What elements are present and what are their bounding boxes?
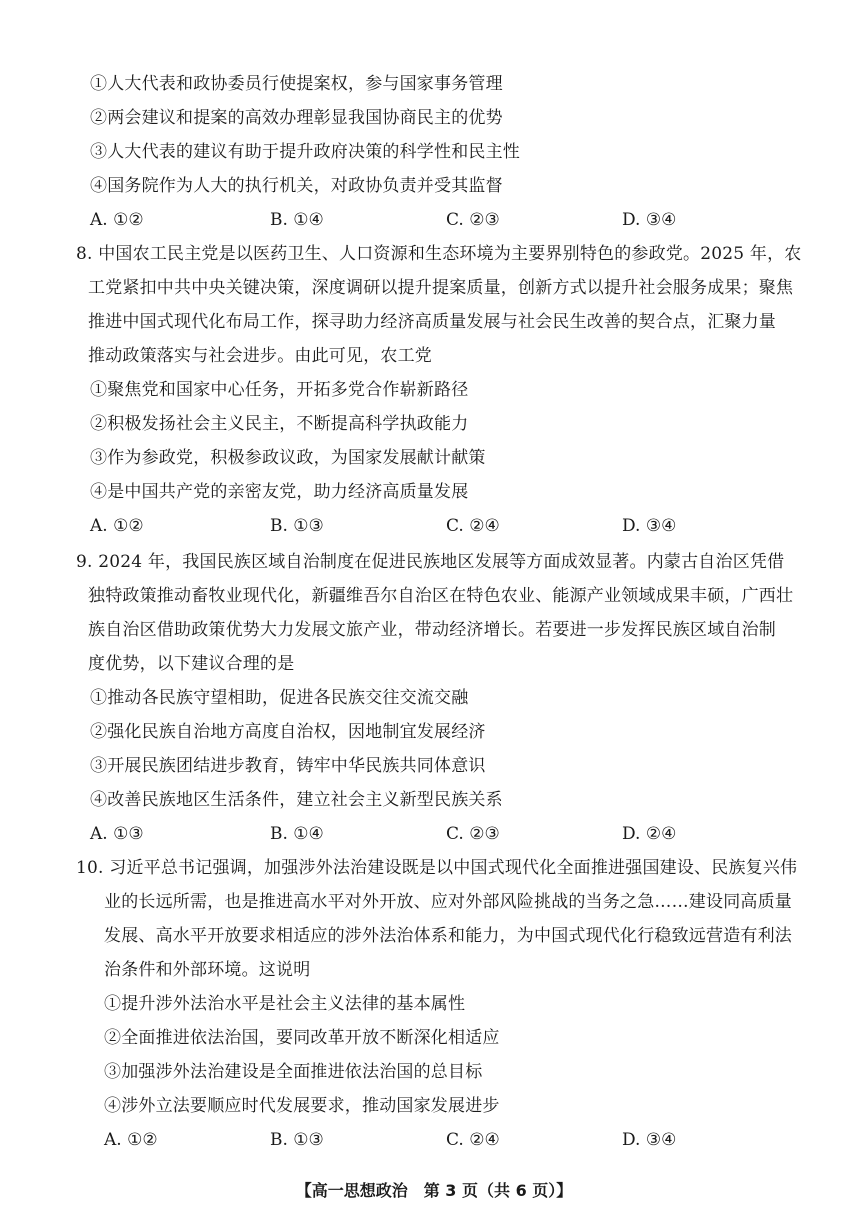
q10-choice-c: C. ②④ xyxy=(446,1130,500,1150)
q8-choice-d: D. ③④ xyxy=(622,516,677,536)
q8-option-1: ①聚焦党和国家中心任务，开拓多党合作崭新路径 xyxy=(90,380,469,400)
q8-option-4: ④是中国共产党的亲密友党，助力经济高质量发展 xyxy=(90,482,469,502)
q8-stem-line-4: 推动政策落实与社会进步。由此可见，农工党 xyxy=(88,346,432,366)
q10-choices xyxy=(0,1128,868,1152)
q8-choice-b: B. ①③ xyxy=(270,516,324,536)
q8-stem-line-1: 8. 中国农工民主党是以医药卫生、人口资源和生态环境为主要界别特色的参政党。2025 年，农 xyxy=(76,244,802,264)
q9-choice-b: B. ①④ xyxy=(270,824,324,844)
q10-stem-line-4: 治条件和外部环境。这说明 xyxy=(104,960,311,980)
q8-choice-c: C. ②④ xyxy=(446,516,500,536)
q9-option-1: ①推动各民族守望相助，促进各民族交往交流交融 xyxy=(90,688,469,708)
q7-choice-c: C. ②③ xyxy=(446,210,500,230)
q10-option-1: ①提升涉外法治水平是社会主义法律的基本属性 xyxy=(104,994,466,1014)
q8-stem-line-3: 推进中国式现代化布局工作，探寻助力经济高质量发展与社会民生改善的契合点，汇聚力量 xyxy=(88,312,776,332)
q10-option-2: ②全面推进依法治国，要同改革开放不断深化相适应 xyxy=(104,1028,500,1048)
q9-choices xyxy=(0,822,868,846)
q9-stem-line-4: 度优势，以下建议合理的是 xyxy=(88,654,295,674)
q8-stem-line-2: 工党紧扣中共中央关键决策，深度调研以提升提案质量，创新方式以提升社会服务成果；聚焦 xyxy=(88,278,794,298)
q7-choice-b: B. ①④ xyxy=(270,210,324,230)
q7-choices xyxy=(0,208,868,232)
q10-stem-line-1: 10. 习近平总书记强调，加强涉外法治建设既是以中国式现代化全面推进强国建设、民族复兴伟 xyxy=(76,858,798,878)
page-footer: 【高一思想政治 第 3 页（共 6 页）】 xyxy=(295,1181,573,1200)
q7-option-4: ④国务院作为人大的执行机关，对政协负责并受其监督 xyxy=(90,176,503,196)
q7-option-3: ③人大代表的建议有助于提升政府决策的科学性和民主性 xyxy=(90,142,520,162)
q8-choices xyxy=(0,514,868,538)
q9-stem-line-2: 独特政策推动畜牧业现代化，新疆维吾尔自治区在特色农业、能源产业领域成果丰硕，广西壮 xyxy=(88,586,794,606)
q8-option-3: ③作为参政党，积极参政议政，为国家发展献计献策 xyxy=(90,448,486,468)
q9-choice-c: C. ②③ xyxy=(446,824,500,844)
q10-stem-line-2: 业的长远所需，也是推进高水平对外开放、应对外部风险挑战的当务之急……建设同高质量 xyxy=(104,892,792,912)
q8-choice-a: A. ①② xyxy=(90,516,144,536)
q8-option-2: ②积极发扬社会主义民主，不断提高科学执政能力 xyxy=(90,414,469,434)
q10-stem-line-3: 发展、高水平开放要求相适应的涉外法治体系和能力，为中国式现代化行稳致远营造有利法 xyxy=(104,926,792,946)
q9-option-2: ②强化民族自治地方高度自治权，因地制宜发展经济 xyxy=(90,722,486,742)
q7-choice-d: D. ③④ xyxy=(622,210,677,230)
q10-choice-d: D. ③④ xyxy=(622,1130,677,1150)
q10-choice-a: A. ①② xyxy=(104,1130,158,1150)
q9-stem-line-3: 族自治区借助政策优势大力发展文旅产业，带动经济增长。若要进一步发挥民族区域自治制 xyxy=(88,620,776,640)
q9-choice-a: A. ①③ xyxy=(90,824,144,844)
q9-stem-line-1: 9. 2024 年，我国民族区域自治制度在促进民族地区发展等方面成效显著。内蒙古自治区凭借 xyxy=(76,552,785,572)
q7-option-1: ①人大代表和政协委员行使提案权，参与国家事务管理 xyxy=(90,74,503,94)
q7-option-2: ②两会建议和提案的高效办理彰显我国协商民主的优势 xyxy=(90,108,503,128)
q7-choice-a: A. ①② xyxy=(90,210,144,230)
q10-option-3: ③加强涉外法治建设是全面推进依法治国的总目标 xyxy=(104,1062,483,1082)
q9-choice-d: D. ②④ xyxy=(622,824,677,844)
q9-option-4: ④改善民族地区生活条件，建立社会主义新型民族关系 xyxy=(90,790,503,810)
q10-option-4: ④涉外立法要顺应时代发展要求，推动国家发展进步 xyxy=(104,1096,500,1116)
q9-option-3: ③开展民族团结进步教育，铸牢中华民族共同体意识 xyxy=(90,756,486,776)
q10-choice-b: B. ①③ xyxy=(270,1130,324,1150)
